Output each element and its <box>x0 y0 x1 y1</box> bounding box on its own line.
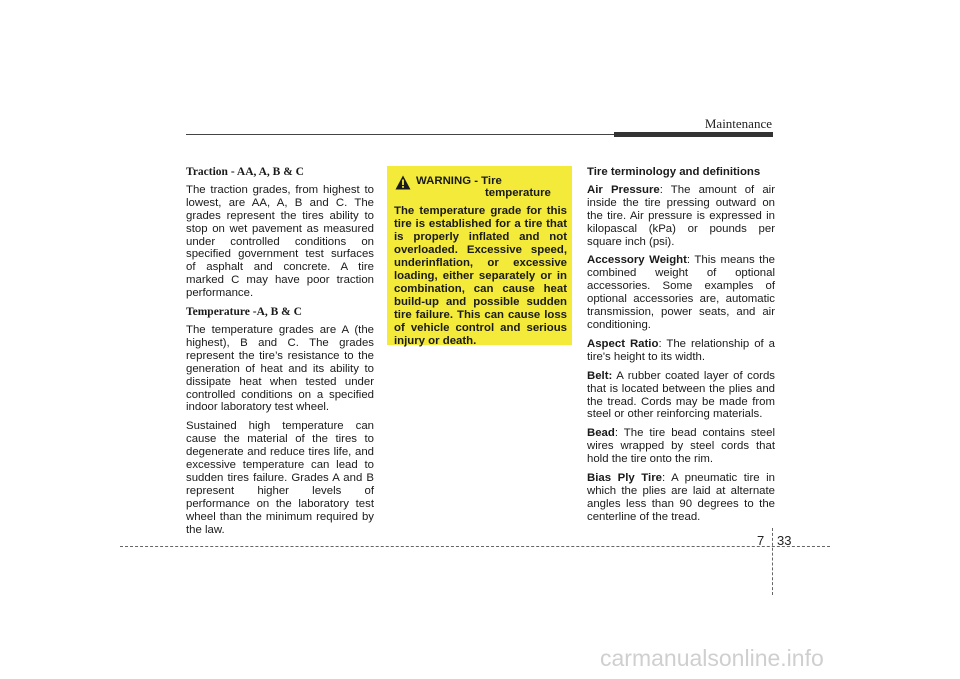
warning-heading <box>416 175 551 199</box>
definition-bead <box>587 427 775 466</box>
page-number: 33 <box>777 533 792 548</box>
term-label: Bead <box>587 427 615 440</box>
terminology-heading: Tire terminology and definitions <box>587 166 761 178</box>
temperature-heading: Temperature -A, B & C <box>186 306 302 319</box>
definition-aspect-ratio <box>587 338 775 364</box>
term-definition: : This means the combined weight of optional accessories. Some examples of optional accessories are, automatic transmission, power seats, and air conditioning. <box>587 254 776 331</box>
definition-belt <box>587 370 775 422</box>
definition-air-pressure <box>587 184 775 249</box>
footer-divider <box>772 528 773 595</box>
footer-rule <box>120 546 830 547</box>
traction-paragraph: The traction grades, from highest to lowest, are AA, A, B and C. The grades represent the tires ability to stop on wet pavement as measured under controlled conditions on specified government test surfaces of asphalt and concrete. A tire marked C may have poor traction performance. <box>186 183 374 300</box>
temperature-paragraph: The temperature grades are A (the highest), B and C. The grades represent the tire’s resistance to the generation of heat and its ability to dissipate heat when tested under controlled conditions on a specified indoor laboratory test wheel. <box>186 323 374 414</box>
header-rule-accent <box>614 132 773 137</box>
traction-heading: Traction - AA, A, B & C <box>186 166 304 178</box>
term-label: Aspect Ratio <box>587 337 659 350</box>
term-label: Bias Ply Tire <box>587 472 662 485</box>
watermark: carmanualsonline.info <box>600 645 824 671</box>
warning-title: WARNING - Tire <box>416 175 502 187</box>
sustained-temperature-paragraph: Sustained high temperature can cause the material of the tires to degenerate and reduce tires life, and excessive temperature can lead to sudden tires failure. Grades A and B represent higher levels of performance on the laboratory test wheel than the minimum required by the law. <box>186 420 374 536</box>
term-definition: : The tire bead contains steel wires wrapped by steel cords that hold the tire onto the rim. <box>587 427 775 466</box>
definition-bias-ply-tire <box>587 472 775 524</box>
left-column <box>186 166 374 542</box>
term-label: Air Pressure <box>587 183 660 196</box>
term-definition: : A pneumatic tire in which the plies are laid at alternate angles less than 90 degrees to the centerline of the tread. <box>587 472 776 523</box>
warning-box <box>387 166 572 345</box>
header-rule <box>186 134 616 135</box>
chapter-number: 7 <box>757 533 765 548</box>
term-label: Accessory Weight <box>587 254 687 267</box>
warning-header <box>394 175 567 199</box>
term-definition: : The amount of air inside the tire pressing outward on the tire. Air pressure is expressed in kilopascal (kPa) or pounds per square inch (psi). <box>587 183 775 248</box>
right-column <box>587 166 775 530</box>
warning-subtitle: temperature <box>485 187 551 199</box>
definition-accessory-weight <box>587 254 775 331</box>
warning-body: The temperature grade for this tire is established for a tire that is properly inflated and not overloaded. Excessive speed, underinflation, or excessive loading, either separately or in combination, can cause heat build-up and possible sudden tire failure. This can cause loss of vehicle control and serious injury or death. <box>394 205 567 347</box>
term-definition: : The relationship of a tire's height to its width. <box>587 337 775 363</box>
term-label: Belt: <box>587 369 613 382</box>
warning-triangle-icon <box>395 175 411 190</box>
term-definition: A rubber coated layer of cords that is located between the plies and the tread. Cords may be made from steel or other reinforcing materials. <box>587 369 775 421</box>
section-title: Maintenance <box>704 116 772 131</box>
